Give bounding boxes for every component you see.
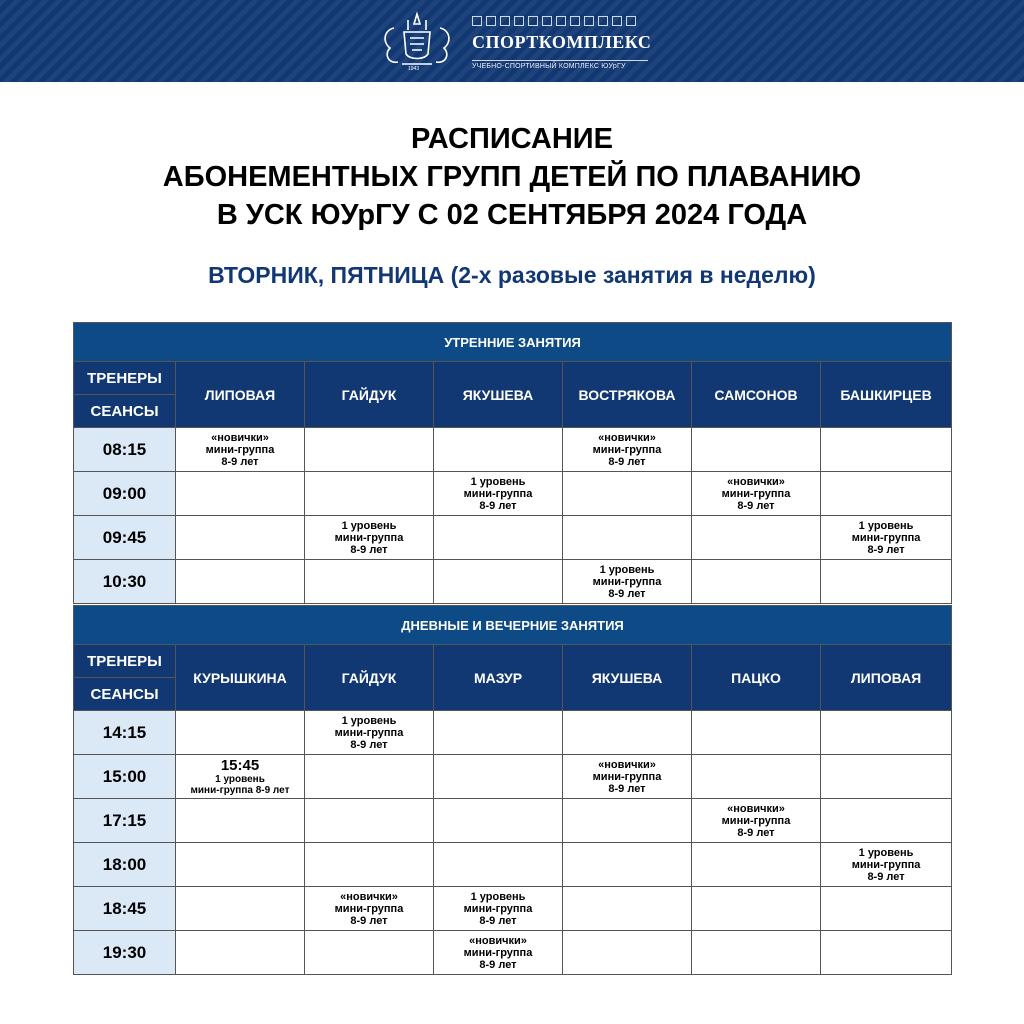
schedule-cell	[563, 887, 692, 931]
cell-line: мини-группа	[463, 902, 533, 915]
cell-line: 8-9 лет	[867, 543, 905, 556]
cell-line: «новички»	[469, 934, 527, 947]
session-time: 15:00	[74, 755, 176, 799]
schedule-cell	[305, 428, 434, 472]
coach-name: САМСОНОВ	[692, 362, 821, 428]
sport-icon	[626, 16, 636, 26]
cell-line: «новички»	[727, 475, 785, 488]
session-time: 17:15	[74, 799, 176, 843]
sport-icon	[556, 16, 566, 26]
schedule-cell	[821, 428, 952, 472]
sessions-label: СЕАНСЫ	[74, 678, 176, 711]
schedule-cell	[821, 843, 952, 887]
title-line-1: РАСПИСАНИЕ	[411, 123, 613, 155]
schedule-cell	[176, 843, 305, 887]
schedule-cell	[692, 931, 821, 975]
cell-line: мини-группа 8-9 лет	[190, 784, 290, 796]
cell-line: «новички»	[211, 431, 269, 444]
schedule-cell	[176, 887, 305, 931]
table-row	[74, 843, 952, 887]
session-time: 09:00	[74, 472, 176, 516]
cell-line: мини-группа	[851, 858, 921, 871]
schedule-cell	[563, 755, 692, 799]
schedule-cell	[176, 711, 305, 755]
cell-line: 8-9 лет	[608, 455, 646, 468]
schedule-cell	[821, 472, 952, 516]
cell-line: 8-9 лет	[350, 738, 388, 751]
cell-line: 8-9 лет	[479, 499, 517, 512]
schedule-cell	[692, 755, 821, 799]
cell-line: мини-группа	[592, 443, 662, 456]
schedule-cell	[305, 472, 434, 516]
brand-subtitle: УЧЕБНО-СПОРТИВНЫЙ КОМПЛЕКС ЮУрГУ	[472, 63, 626, 70]
header-row	[74, 362, 952, 395]
schedule-cell	[563, 516, 692, 560]
cell-line: 1 уровень	[599, 563, 655, 576]
schedule-cell	[692, 799, 821, 843]
section-heading-row	[74, 606, 952, 645]
sport-icon	[486, 16, 496, 26]
schedule-cell	[176, 560, 305, 604]
schedule-cell	[563, 843, 692, 887]
header-row	[74, 645, 952, 678]
sport-icon	[584, 16, 594, 26]
schedule-cell	[176, 428, 305, 472]
cell-line: 8-9 лет	[608, 782, 646, 795]
cell-line: мини-группа	[463, 946, 533, 959]
session-time: 19:30	[74, 931, 176, 975]
cell-line: «новички»	[340, 890, 398, 903]
schedule-cell	[305, 843, 434, 887]
schedule-cell	[692, 472, 821, 516]
title-line-2: АБОНЕМЕНТНЫХ ГРУПП ДЕТЕЙ ПО ПЛАВАНИЮ	[162, 161, 862, 193]
table-row	[74, 472, 952, 516]
cell-line: «новички»	[727, 802, 785, 815]
page-subtitle: ВТОРНИК, ПЯТНИЦА (2-х разовые занятия в неделю)	[208, 262, 816, 288]
schedule-cell	[821, 755, 952, 799]
schedule-cell	[821, 516, 952, 560]
cell-line: мини-группа	[721, 814, 791, 827]
cell-time: 15:45	[220, 756, 260, 774]
cell-line: 8-9 лет	[350, 914, 388, 927]
brand-name: СПОРТКОМПЛЕКС	[472, 32, 652, 52]
cell-line: мини-группа	[334, 902, 404, 915]
coach-name: МАЗУР	[434, 645, 563, 711]
cell-line: «новички»	[598, 758, 656, 771]
brand-divider	[472, 60, 648, 61]
schedule-cell	[434, 843, 563, 887]
schedule-cell	[821, 931, 952, 975]
cell-line: 1 уровень	[341, 519, 397, 532]
sport-icon	[598, 16, 608, 26]
cell-line: 8-9 лет	[737, 826, 775, 839]
cell-line: 1 уровень	[858, 846, 914, 859]
cell-line: 8-9 лет	[737, 499, 775, 512]
cell-line: 1 уровень	[470, 475, 526, 488]
session-time: 14:15	[74, 711, 176, 755]
schedule-cell	[692, 887, 821, 931]
schedule-cell	[692, 711, 821, 755]
schedule-cell	[305, 887, 434, 931]
table-row	[74, 799, 952, 843]
schedule-cell	[692, 516, 821, 560]
cell-line: мини-группа	[851, 531, 921, 544]
coach-name: КУРЫШКИНА	[176, 645, 305, 711]
coach-name: ВОСТРЯКОВА	[563, 362, 692, 428]
logo-year: 1943	[408, 66, 420, 72]
cell-line: мини-группа	[463, 487, 533, 500]
table-row	[74, 887, 952, 931]
schedule-cell	[434, 799, 563, 843]
schedule-cell	[563, 711, 692, 755]
header-band	[0, 0, 1024, 82]
page-title	[0, 120, 1024, 234]
schedule-cell	[176, 472, 305, 516]
session-time: 18:00	[74, 843, 176, 887]
cell-line: 8-9 лет	[479, 914, 517, 927]
schedule-cell	[176, 755, 305, 799]
session-time: 18:45	[74, 887, 176, 931]
sessions-label: СЕАНСЫ	[74, 395, 176, 428]
cell-line: мини-группа	[334, 726, 404, 739]
table-row	[74, 428, 952, 472]
schedule-cell	[305, 560, 434, 604]
table-row	[74, 931, 952, 975]
table-row	[74, 755, 952, 799]
sport-icon	[514, 16, 524, 26]
coach-name: ПАЦКО	[692, 645, 821, 711]
schedule-cell	[434, 711, 563, 755]
sport-icon	[570, 16, 580, 26]
schedule-cell	[434, 516, 563, 560]
table-row	[74, 560, 952, 604]
schedule-cell	[563, 799, 692, 843]
table-row	[74, 711, 952, 755]
schedule-cell	[821, 887, 952, 931]
schedule-cell	[176, 799, 305, 843]
schedule-cell	[563, 472, 692, 516]
cell-line: мини-группа	[205, 443, 275, 456]
griffin-emblem-icon	[374, 10, 460, 72]
cell-line: «новички»	[598, 431, 656, 444]
schedule-cell	[692, 428, 821, 472]
schedule-cell	[305, 516, 434, 560]
section-heading: ДНЕВНЫЕ И ВЕЧЕРНИЕ ЗАНЯТИЯ	[74, 606, 952, 645]
title-line-3: В УСК ЮУрГУ С 02 СЕНТЯБРЯ 2024 ГОДА	[216, 199, 808, 231]
section-heading-row	[74, 323, 952, 362]
session-time: 08:15	[74, 428, 176, 472]
cell-line: 8-9 лет	[350, 543, 388, 556]
cell-line: мини-группа	[721, 487, 791, 500]
cell-line: 8-9 лет	[608, 587, 646, 600]
cell-line: 8-9 лет	[221, 455, 259, 468]
section-heading: УТРЕННИЕ ЗАНЯТИЯ	[74, 323, 952, 362]
schedule-cell	[563, 931, 692, 975]
schedule-cell	[563, 560, 692, 604]
coach-name: ГАЙДУК	[305, 362, 434, 428]
sport-icon	[542, 16, 552, 26]
cell-line: 1 уровень	[858, 519, 914, 532]
coach-name: ЯКУШЕВА	[434, 362, 563, 428]
sport-icon	[612, 16, 622, 26]
logo	[374, 10, 664, 72]
sport-icon	[472, 16, 482, 26]
cell-line: мини-группа	[592, 575, 662, 588]
schedule-cell	[821, 560, 952, 604]
sport-icon	[500, 16, 510, 26]
schedule-cell	[692, 560, 821, 604]
cell-line: мини-группа	[334, 531, 404, 544]
coaches-label: ТРЕНЕРЫ	[74, 362, 176, 395]
session-time: 09:45	[74, 516, 176, 560]
schedule-cell	[176, 516, 305, 560]
schedule-cell	[434, 428, 563, 472]
coach-name: ГАЙДУК	[305, 645, 434, 711]
sport-icons	[472, 16, 636, 26]
schedule-cell	[305, 711, 434, 755]
schedule-cell	[305, 799, 434, 843]
schedule-cell	[176, 931, 305, 975]
schedule-cell	[305, 755, 434, 799]
evening-schedule-table	[73, 605, 952, 975]
sport-icon	[528, 16, 538, 26]
schedule-cell	[434, 560, 563, 604]
cell-line: 1 уровень	[215, 773, 265, 785]
schedule-cell	[692, 843, 821, 887]
coach-name: ЛИПОВАЯ	[821, 645, 952, 711]
coach-name: БАШКИРЦЕВ	[821, 362, 952, 428]
schedule-cell	[434, 887, 563, 931]
session-time: 10:30	[74, 560, 176, 604]
schedule-cell	[563, 428, 692, 472]
cell-line: 1 уровень	[341, 714, 397, 727]
morning-schedule-table	[73, 322, 952, 604]
schedule-cell	[305, 931, 434, 975]
schedule-cell	[821, 711, 952, 755]
cell-line: 8-9 лет	[867, 870, 905, 883]
cell-line: 1 уровень	[470, 890, 526, 903]
schedule-cell	[821, 799, 952, 843]
coaches-label: ТРЕНЕРЫ	[74, 645, 176, 678]
table-row	[74, 516, 952, 560]
coach-name: ЛИПОВАЯ	[176, 362, 305, 428]
cell-line: 8-9 лет	[479, 958, 517, 971]
cell-line: мини-группа	[592, 770, 662, 783]
schedule-cell	[434, 931, 563, 975]
schedule-cell	[434, 755, 563, 799]
schedule-cell	[434, 472, 563, 516]
coach-name: ЯКУШЕВА	[563, 645, 692, 711]
